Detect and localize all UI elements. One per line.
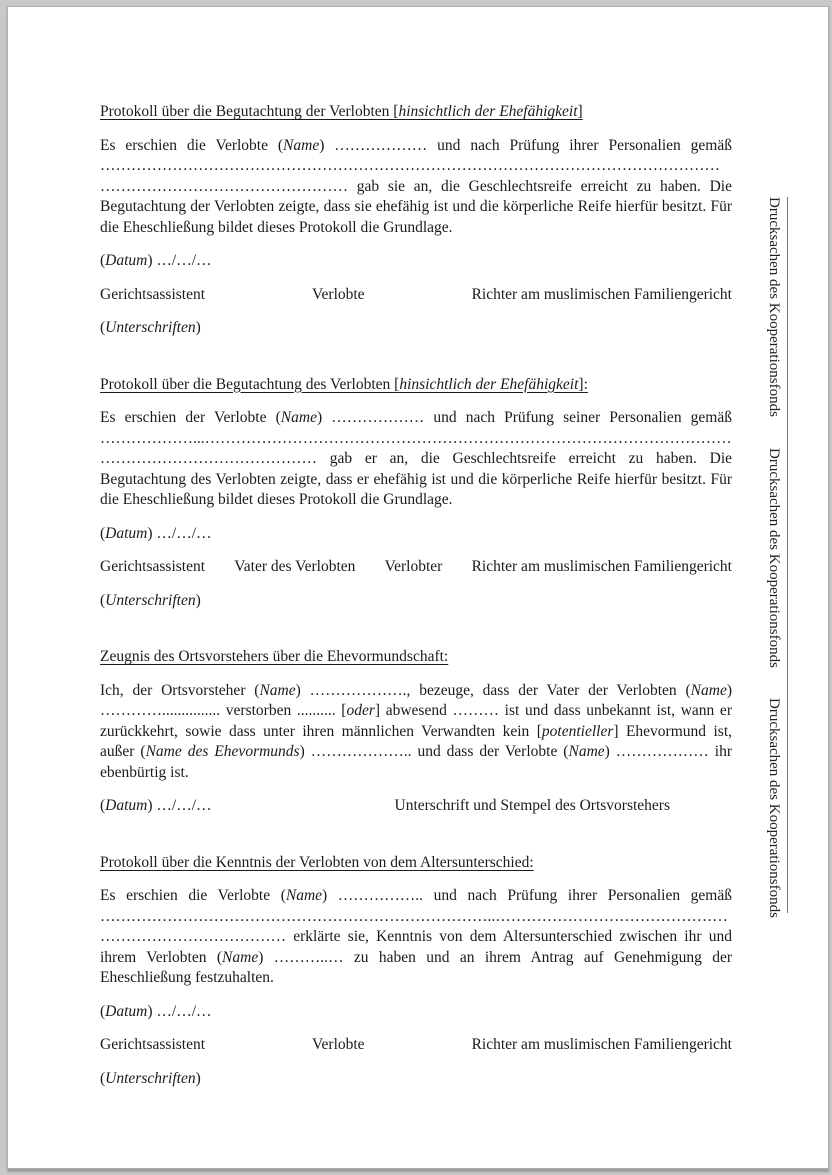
section-body: Es erschien die Verlobte (Name) ……………… und nach Prüfung ihrer Personalien gemäß …………………………………………………………………………………………………………………………………………………… gab sie an, die Geschlechtsreife erreicht zu haben. Die Begutachtung der Verlobten zeigte, dass sie ehefähig ist und die körperliche Reife hierfür besitzt. Für die Eheschließung bildet dieses Protokoll die Grundlage. [100,136,732,236]
signer-label: Gerichtsassistent [100,285,206,303]
datum-line: (Datum) …/…/… [100,524,212,542]
datum-line: (Datum) …/…/… [100,1002,212,1020]
signer-label: Richter am muslimischen Familiengericht [471,558,732,575]
margin-note-text [765,197,783,918]
section-body: Ich, der Ortsvorsteher (Name) ………………., bezeuge, dass der Vater der Verlobten (Name) …………............... verstorben .......... [oder] abwesend ……… ist und dass unbekannt ist, wann er zurückkehrt, sowie dass unter ihren männlichen Verwandten kein [potentieller] Ehevormund ist, außer (Name des Ehevormunds) ……………….. und dass der Verlobte (Name) ……………… ihr ebenbürtig ist. [100,681,732,781]
section-body: Es erschien die Verlobte (Name) …………….. und nach Prüfung ihrer Personalien gemäß …………………………………………………………………..……………………………………………………………………… erklärte sie, Kenntnis von dem Altersunterschied zwischen ihr und ihrem Verlobten (Name) ………..… zu haben und an ihrem Antrag auf Genehmigung der Eheschließung festzuhalten. [100,887,733,986]
section-body: Es erschien der Verlobte (Name) ……………… und nach Prüfung seiner Personalien gemäß ………………...……………………………………………………………………………………………………………………………… gab er an, die Geschlechtsreife erreicht zu haben. Die Begutachtung des Verlobten zeigte, dass er ehefähig ist und die körperliche Reife hierfür besitzt. Für die Eheschließung bildet dieses Protokoll die Grundlage. [100,409,732,508]
stamp-caption: Unterschrift und Stempel des Ortsvorstehers [394,797,670,814]
signatures-caption: (Unterschriften) [100,1069,201,1087]
signer-label: Vater des Verlobten [234,558,356,575]
signer-label: Richter am muslimischen Familiengericht [471,285,732,303]
signer-label: Gerichtsassistent [100,558,206,575]
margin-note: Drucksachen des Kooperationsfonds [766,698,782,919]
document-content [100,102,732,1089]
section-heading: Protokoll über die Kenntnis der Verlobten von dem Altersunterschied: [100,853,534,871]
document-page [7,6,829,1169]
section-begutachtung-des-verlobten [100,375,732,612]
signer-label: Verlobte [312,285,365,303]
section-heading: Protokoll über die Begutachtung der Verlobten [hinsichtlich der Ehefähigkeit] [100,103,583,120]
datum-line: (Datum) …/…/… [100,797,212,814]
signer-label: Gerichtsassistent [100,1036,206,1053]
section-heading: Zeugnis des Ortsvorstehers über die Ehevormundschaft: [100,648,449,665]
signer-label: Richter am muslimischen Familiengericht [471,1036,732,1053]
datum-line: (Datum) …/…/… [100,252,212,269]
margin-note: Drucksachen des Kooperationsfonds [766,197,782,417]
signatures-caption: (Unterschriften) [100,591,201,609]
margin-note-rail [765,197,788,919]
signature-row [100,557,732,578]
signature-row [100,1035,732,1056]
signature-row [100,285,732,306]
section-begutachtung-der-verlobten [100,102,732,339]
section-heading: Protokoll über die Begutachtung des Verlobten [hinsichtlich der Ehefähigkeit]: [100,375,588,393]
signatures-caption: (Unterschriften) [100,319,201,336]
margin-note: Drucksachen des Kooperationsfonds [766,447,782,668]
section-kenntnis-altersunterschied [100,853,732,1090]
signer-label: Verlobte [312,1036,365,1053]
signer-label: Verlobter [384,558,443,575]
section-zeugnis-ortsvorsteher [100,647,732,817]
datum-row [100,796,732,817]
